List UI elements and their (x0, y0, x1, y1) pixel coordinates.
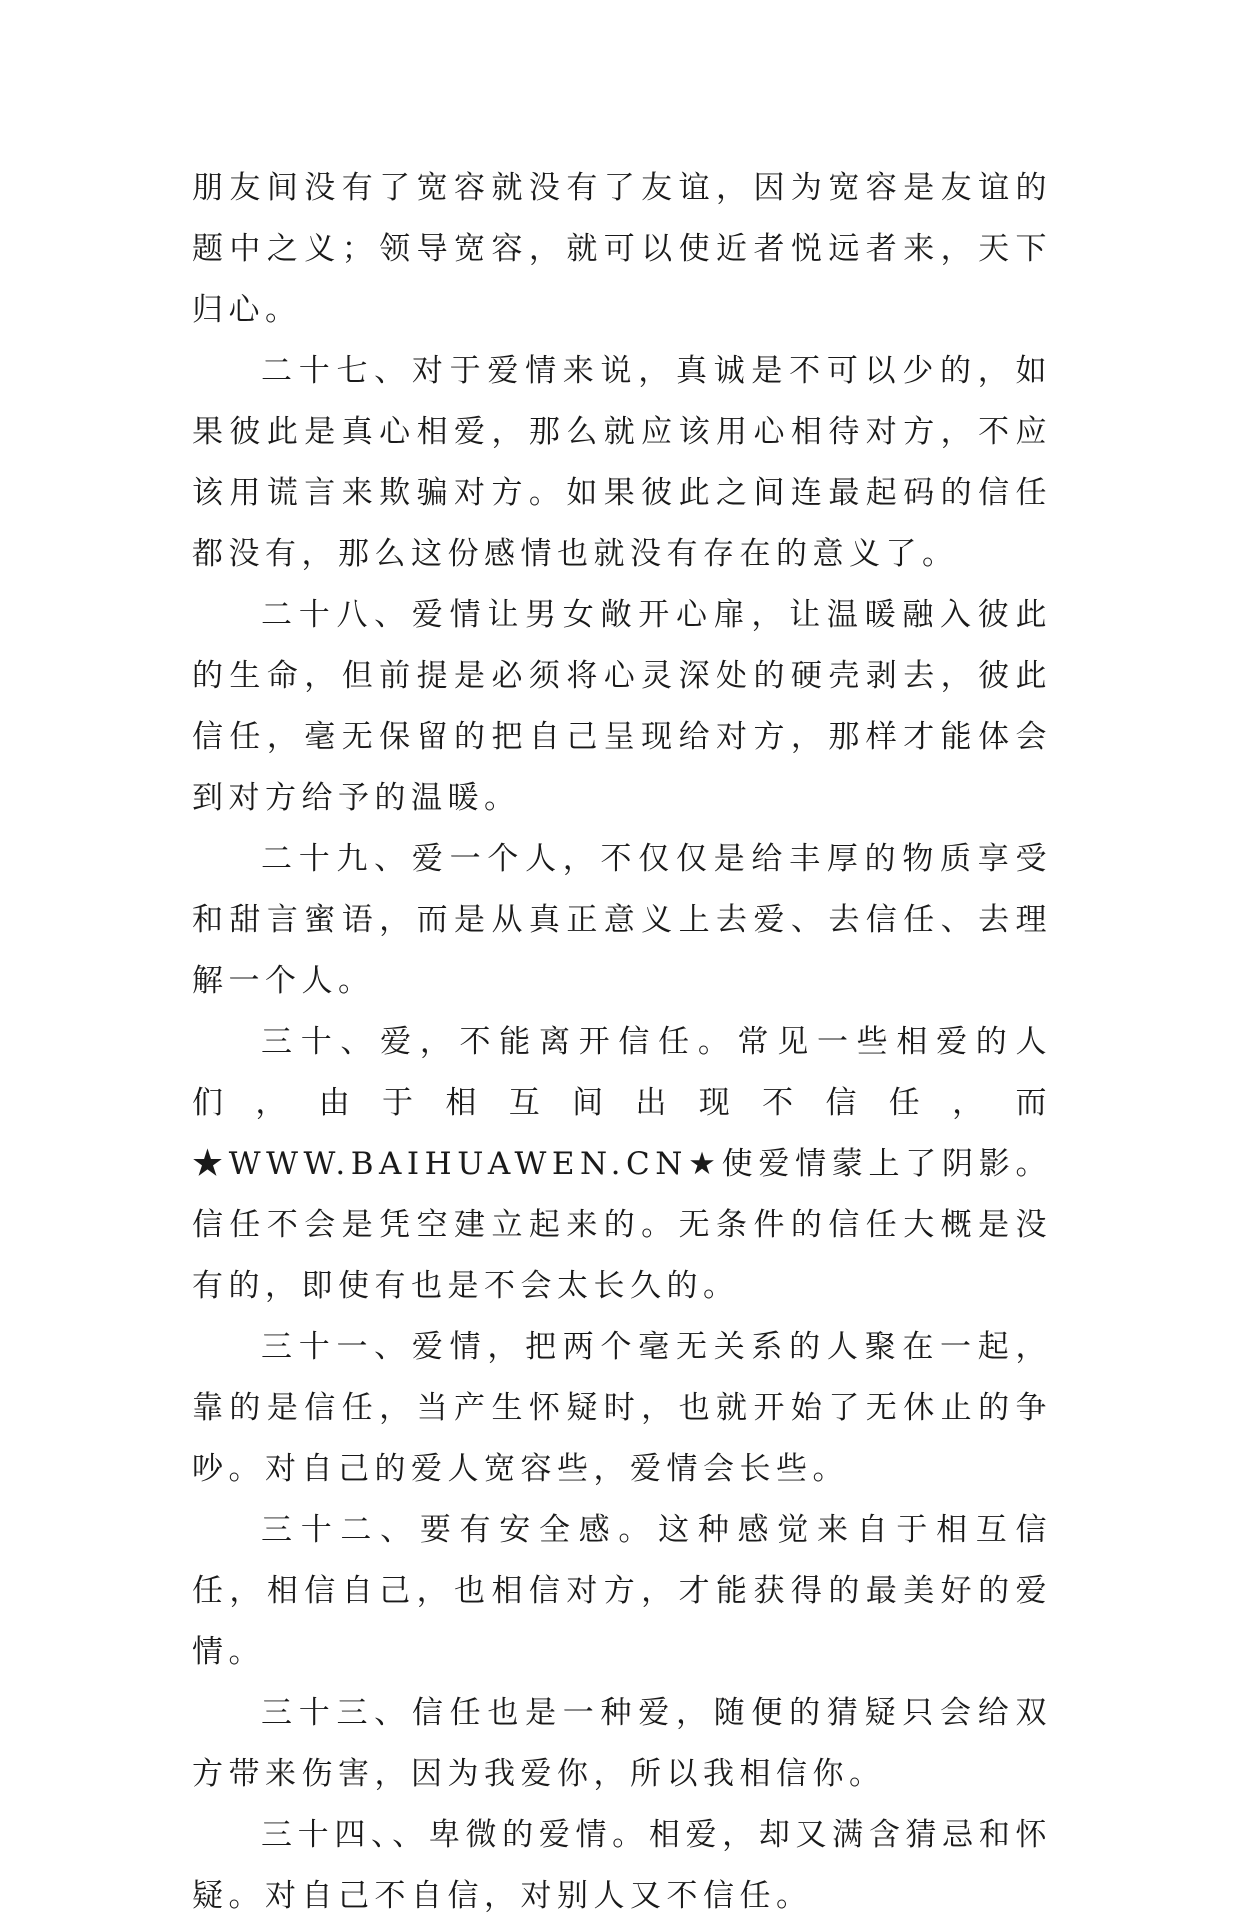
paragraph-29: 二十九、爱一个人，不仅仅是给丰厚的物质享受和甜言蜜语，而是从真正意义上去爱、去信任、去理解一个人。 (192, 841, 1052, 999)
paragraph-27: 二十七、对于爱情来说，真诚是不可以少的，如果彼此是真心相爱，那么就应该用心相待对方，不应该用谎言来欺骗对方。如果彼此之间连最起码的信任都没有，那么这份感情也就没有存在的意义了。 (192, 353, 1052, 572)
paragraph-34: 三十四、、卑微的爱情。相爱，却又满含猜忌和怀疑。对自己不自信，对别人又不信任。 (192, 1817, 1052, 1914)
paragraph-continuation: 朋友间没有了宽容就没有了友谊，因为宽容是友谊的题中之义；领导宽容，就可以使近者悦远者来，天下归心。 (192, 170, 1052, 328)
paragraph-31: 三十一、爱情，把两个毫无关系的人聚在一起，靠的是信任，当产生怀疑时，也就开始了无休止的争吵。对自己的爱人宽容些，爱情会长些。 (192, 1329, 1052, 1487)
paragraph-32: 三十二、要有安全感。这种感觉来自于相互信任，相信自己，也相信对方，才能获得的最美好的爱情。 (192, 1512, 1052, 1670)
body-text (192, 158, 1052, 1927)
paragraph-28: 二十八、爱情让男女敞开心扉，让温暖融入彼此的生命，但前提是必须将心灵深处的硬壳剥去，彼此信任，毫无保留的把自己呈现给对方，那样才能体会到对方给予的温暖。 (192, 597, 1052, 816)
paragraph-30: 三十、爱，不能离开信任。常见一些相爱的人们，由于相互间出现不信任，而★WWW.BAIHUAWEN.CN★使爱情蒙上了阴影。信任不会是凭空建立起来的。无条件的信任大概是没有的，即使有也是不会太长久的。 (192, 1024, 1052, 1304)
paragraph-33: 三十三、信任也是一种爱，随便的猜疑只会给双方带来伤害，因为我爱你，所以我相信你。 (192, 1695, 1052, 1792)
